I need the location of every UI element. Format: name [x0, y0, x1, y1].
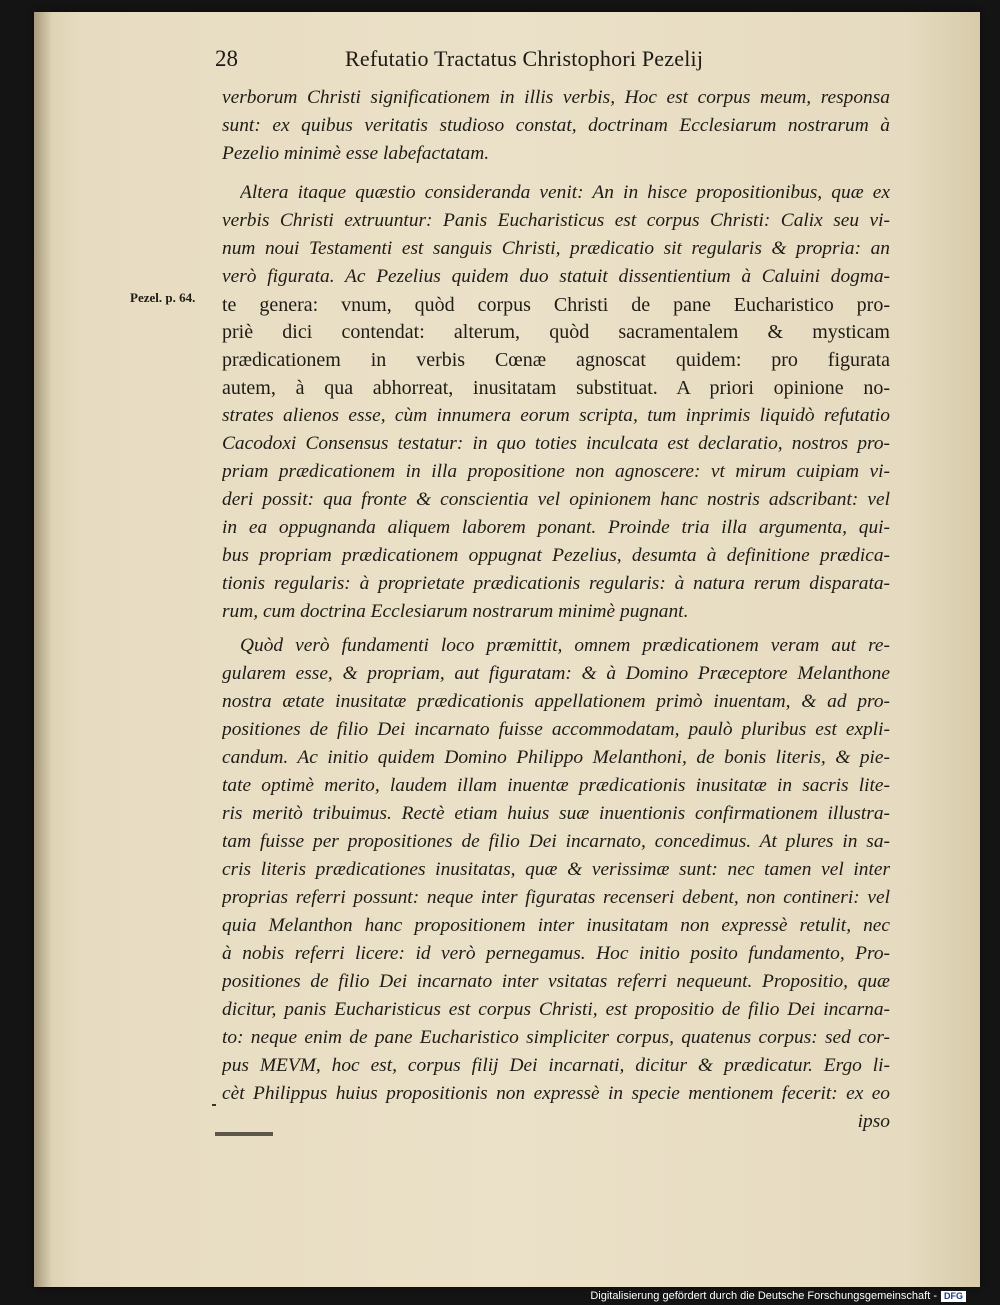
text-line: autem, à qua abhorreat, inusitatam substituat. A priori opinione no-	[222, 377, 890, 399]
text-line: to: neque enim de pane Eucharistico simpliciter corpus, quatenus corpus: sed cor-	[222, 1027, 890, 1048]
text-line: ipso	[857, 1111, 890, 1132]
funding-text: Digitalisierung gefördert durch die Deutsche Forschungsgemeinschaft -	[590, 1290, 937, 1302]
text-line: nostra ætate inusitatæ prædicationis appellationem primò inuentam, & ad pro-	[222, 691, 890, 712]
text-line: rum, cum doctrina Ecclesiarum nostrarum minimè pugnant.	[222, 601, 689, 622]
text-line: proprias referri possunt: neque inter figuratas recenseri debent, non contineri: vel	[222, 887, 890, 908]
text-line: verbis Christi extruuntur: Panis Eucharisticus est corpus Christi: Calix seu vi-	[222, 210, 890, 231]
text-line: deri possit: qua fronte & conscientia vel opinionem hanc nostris adscribant: vel	[222, 489, 890, 510]
text-line: in ea oppugnanda aliquem laborem ponant. Proinde tria illa argumenta, qui-	[222, 517, 890, 538]
text-line: verborum Christi significationem in illis verbis, Hoc est corpus meum, responsa	[222, 87, 890, 108]
text-line: cris literis prædicationes inusitatas, quæ & verissimæ sunt: nec tamen vel inter	[222, 859, 890, 880]
text-line: num noui Testamenti est sanguis Christi, prædicatio sit regularis & propria: an	[222, 238, 890, 259]
text-line: verò figurata. Ac Pezelius quidem duo statuit dissentientium à Caluini dogma-	[222, 266, 890, 287]
text-line: ris meritò tribuimus. Rectè etiam huius suæ inuentionis confirmationem illustra-	[222, 803, 890, 824]
text-line: cèt Philippus huius propositionis non expressè in specie mentionem fecerit: ex eo	[222, 1083, 890, 1104]
text-line: dicitur, panis Eucharisticus est corpus Christi, est propositio de filio Dei incarna-	[222, 999, 890, 1020]
text-line: Cacodoxi Consensus testatur: in quo toties inculcata est declaratio, nostros pro-	[222, 433, 890, 454]
text-line: prædicationem in verbis Cœnæ agnoscat quidem: pro figurata	[222, 349, 890, 371]
text-line: pus MEVM, hoc est, corpus filij Dei incarnati, dicitur & prædicatur. Ergo li-	[222, 1055, 890, 1076]
text-line: te genera: vnum, quòd corpus Christi de pane Eucharistico pro-	[222, 294, 890, 316]
text-line: gularem esse, & propriam, aut figuratam: & à Domino Præceptore Melanthone	[222, 663, 890, 684]
text-line: tam fuisse per propositiones de filio Dei incarnato, concedimus. At plures in sa-	[222, 831, 890, 852]
dfg-logo: DFG	[941, 1291, 966, 1302]
text-line: priam prædicationem in illa propositione non agnoscere: vt mirum cuipiam vi-	[222, 461, 890, 482]
text-line: tionis regularis: à proprietate prædicationis regularis: à natura rerum disparata-	[222, 573, 890, 594]
digitization-footer	[590, 1290, 966, 1302]
text-line: positiones de filio Dei incarnato fuisse accommodatam, paulò pluribus est expli-	[222, 719, 890, 740]
text-line: Pezelio minimè esse labefactatam.	[222, 143, 490, 164]
text-line: bus propriam prædicationem oppugnat Pezelius, desumta à definitione prædica-	[222, 545, 890, 566]
text-line: Altera itaque quæstio consideranda venit: An in hisce propositionibus, quæ ex	[240, 182, 890, 203]
running-title: Refutatio Tractatus Christophori Pezelij	[345, 46, 704, 71]
page-number: 28	[215, 46, 238, 71]
text-line: sunt: ex quibus veritatis studioso constat, doctrinam Ecclesiarum nostrarum à	[222, 115, 890, 136]
text-line: quia Melanthon hanc propositionem inter inusitatam non expressè retulit, nec	[222, 915, 890, 936]
text-line: positiones de filio Dei incarnato inter vsitatas referri nequeunt. Propositio, quæ	[222, 971, 890, 992]
text-line: Quòd verò fundamenti loco præmittit, omnem prædicationem veram aut re-	[240, 635, 890, 656]
margin-note: Pezel. p. 64.	[130, 290, 196, 305]
text-line: candum. Ac initio quidem Domino Philippo Melanthoni, de bonis literis, & pie-	[222, 747, 890, 768]
gutter-shadow	[34, 12, 52, 1287]
ink-mark	[212, 1104, 216, 1106]
text-line: strates alienos esse, cùm innumera eorum scripta, tum inprimis liquidò refutatio	[222, 405, 890, 426]
text-line: priè dici contendat: alterum, quòd sacramentalem & mysticam	[222, 321, 890, 343]
ink-smudge	[215, 1132, 273, 1136]
text-line: tate optimè merito, laudem illam inuentæ prædicationis inusitatæ in sacris lite-	[222, 775, 890, 796]
text-line: à nobis referri licere: id verò pernegamus. Hoc initio posito fundamento, Pro-	[222, 943, 890, 964]
